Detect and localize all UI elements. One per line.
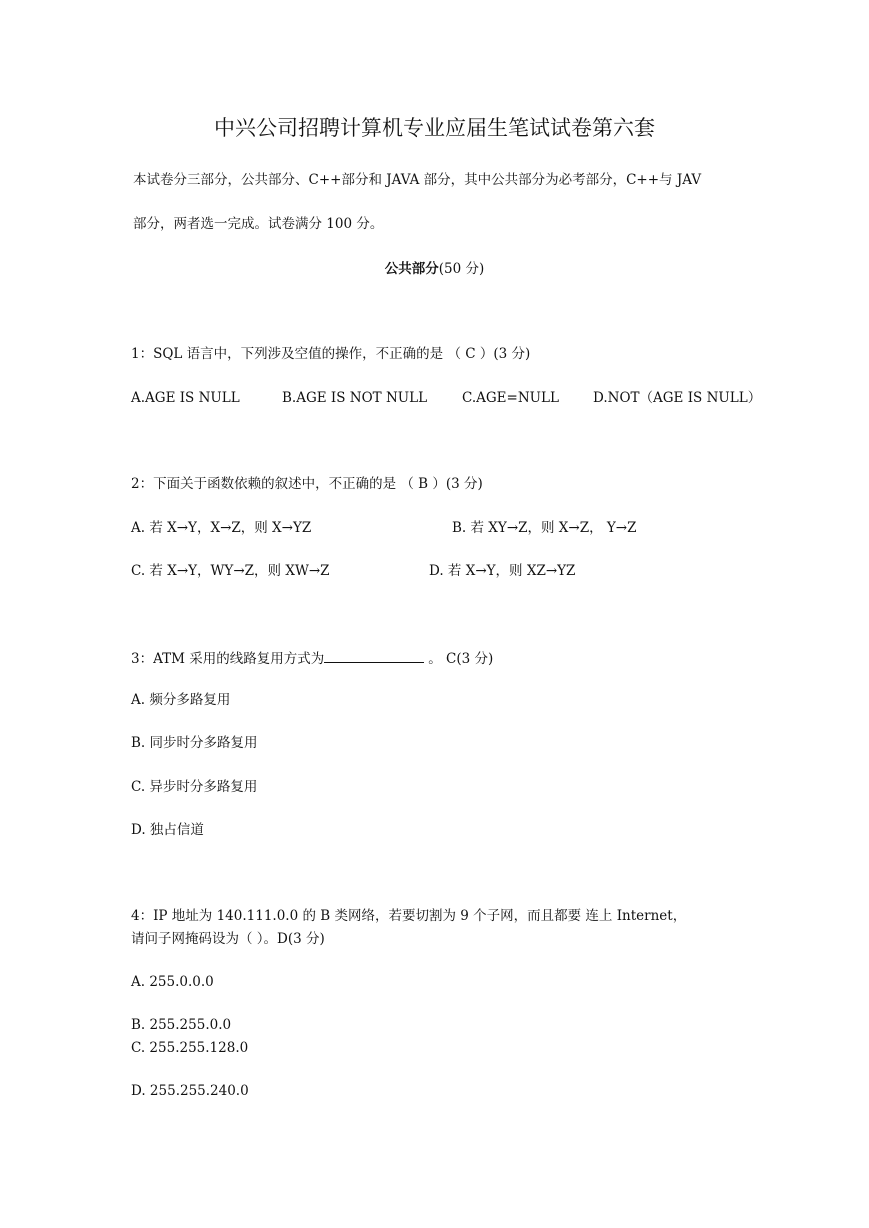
intro-line-2: 部分，两者选一完成。试卷满分 100 分。 — [133, 216, 384, 232]
question-1-option-d: D.NOT（AGE IS NULL） — [593, 390, 762, 406]
question-4-stem-line-1: 4：IP 地址为 140.111.0.0 的 B 类网络，若要切割为 9 个子网，而且都要 连上 Internet， — [131, 908, 687, 924]
question-2-option-c: C. 若 X→Y，WY→Z，则 XW→Z — [131, 563, 330, 579]
question-1-stem: 1：SQL 语言中，下列涉及空值的操作，不正确的是 （ C ）(3 分) — [131, 346, 531, 362]
question-2-stem: 2：下面关于函数依赖的叙述中，不正确的是 （ B ）(3 分) — [131, 476, 483, 492]
question-1-option-b: B.AGE IS NOT NULL — [282, 390, 428, 406]
question-3-option-a: A. 频分多路复用 — [131, 692, 231, 708]
question-4-option-c: C. 255.255.128.0 — [131, 1040, 249, 1056]
section-heading — [0, 259, 869, 279]
question-4-option-a: A. 255.0.0.0 — [131, 974, 214, 990]
intro-line-1: 本试卷分三部分，公共部分、C++部分和 JAVA 部分，其中公共部分为必考部分，C++与 JAV — [133, 172, 702, 188]
question-3-stem — [131, 648, 493, 668]
answer-blank — [324, 648, 424, 663]
question-3-option-c: C. 异步时分多路复用 — [131, 779, 258, 795]
question-3-stem-answer: 。 C(3 分) — [428, 651, 494, 667]
question-2-option-d: D. 若 X→Y，则 XZ→YZ — [429, 563, 576, 579]
question-3-option-d: D. 独占信道 — [131, 822, 204, 838]
question-3-stem-text: 3：ATM 采用的线路复用方式为 — [131, 651, 325, 667]
question-2-option-b: B. 若 XY→Z，则 X→Z， Y→Z — [452, 520, 637, 536]
section-heading-bold: 公共部分 — [384, 261, 439, 277]
question-4-stem-line-2: 请问子网掩码设为（ ）。D(3 分) — [131, 931, 325, 947]
question-1-option-c: C.AGE=NULL — [462, 390, 559, 406]
question-1-option-a: A.AGE IS NULL — [131, 390, 240, 406]
question-4-option-b: B. 255.255.0.0 — [131, 1017, 232, 1033]
page-title: 中兴公司招聘计算机专业应届生笔试试卷第六套 — [214, 116, 655, 140]
question-2-option-a: A. 若 X→Y，X→Z，则 X→YZ — [131, 520, 312, 536]
question-4-option-d: D. 255.255.240.0 — [131, 1083, 249, 1099]
section-heading-score: (50 分) — [438, 261, 485, 277]
question-3-option-b: B. 同步时分多路复用 — [131, 735, 258, 751]
